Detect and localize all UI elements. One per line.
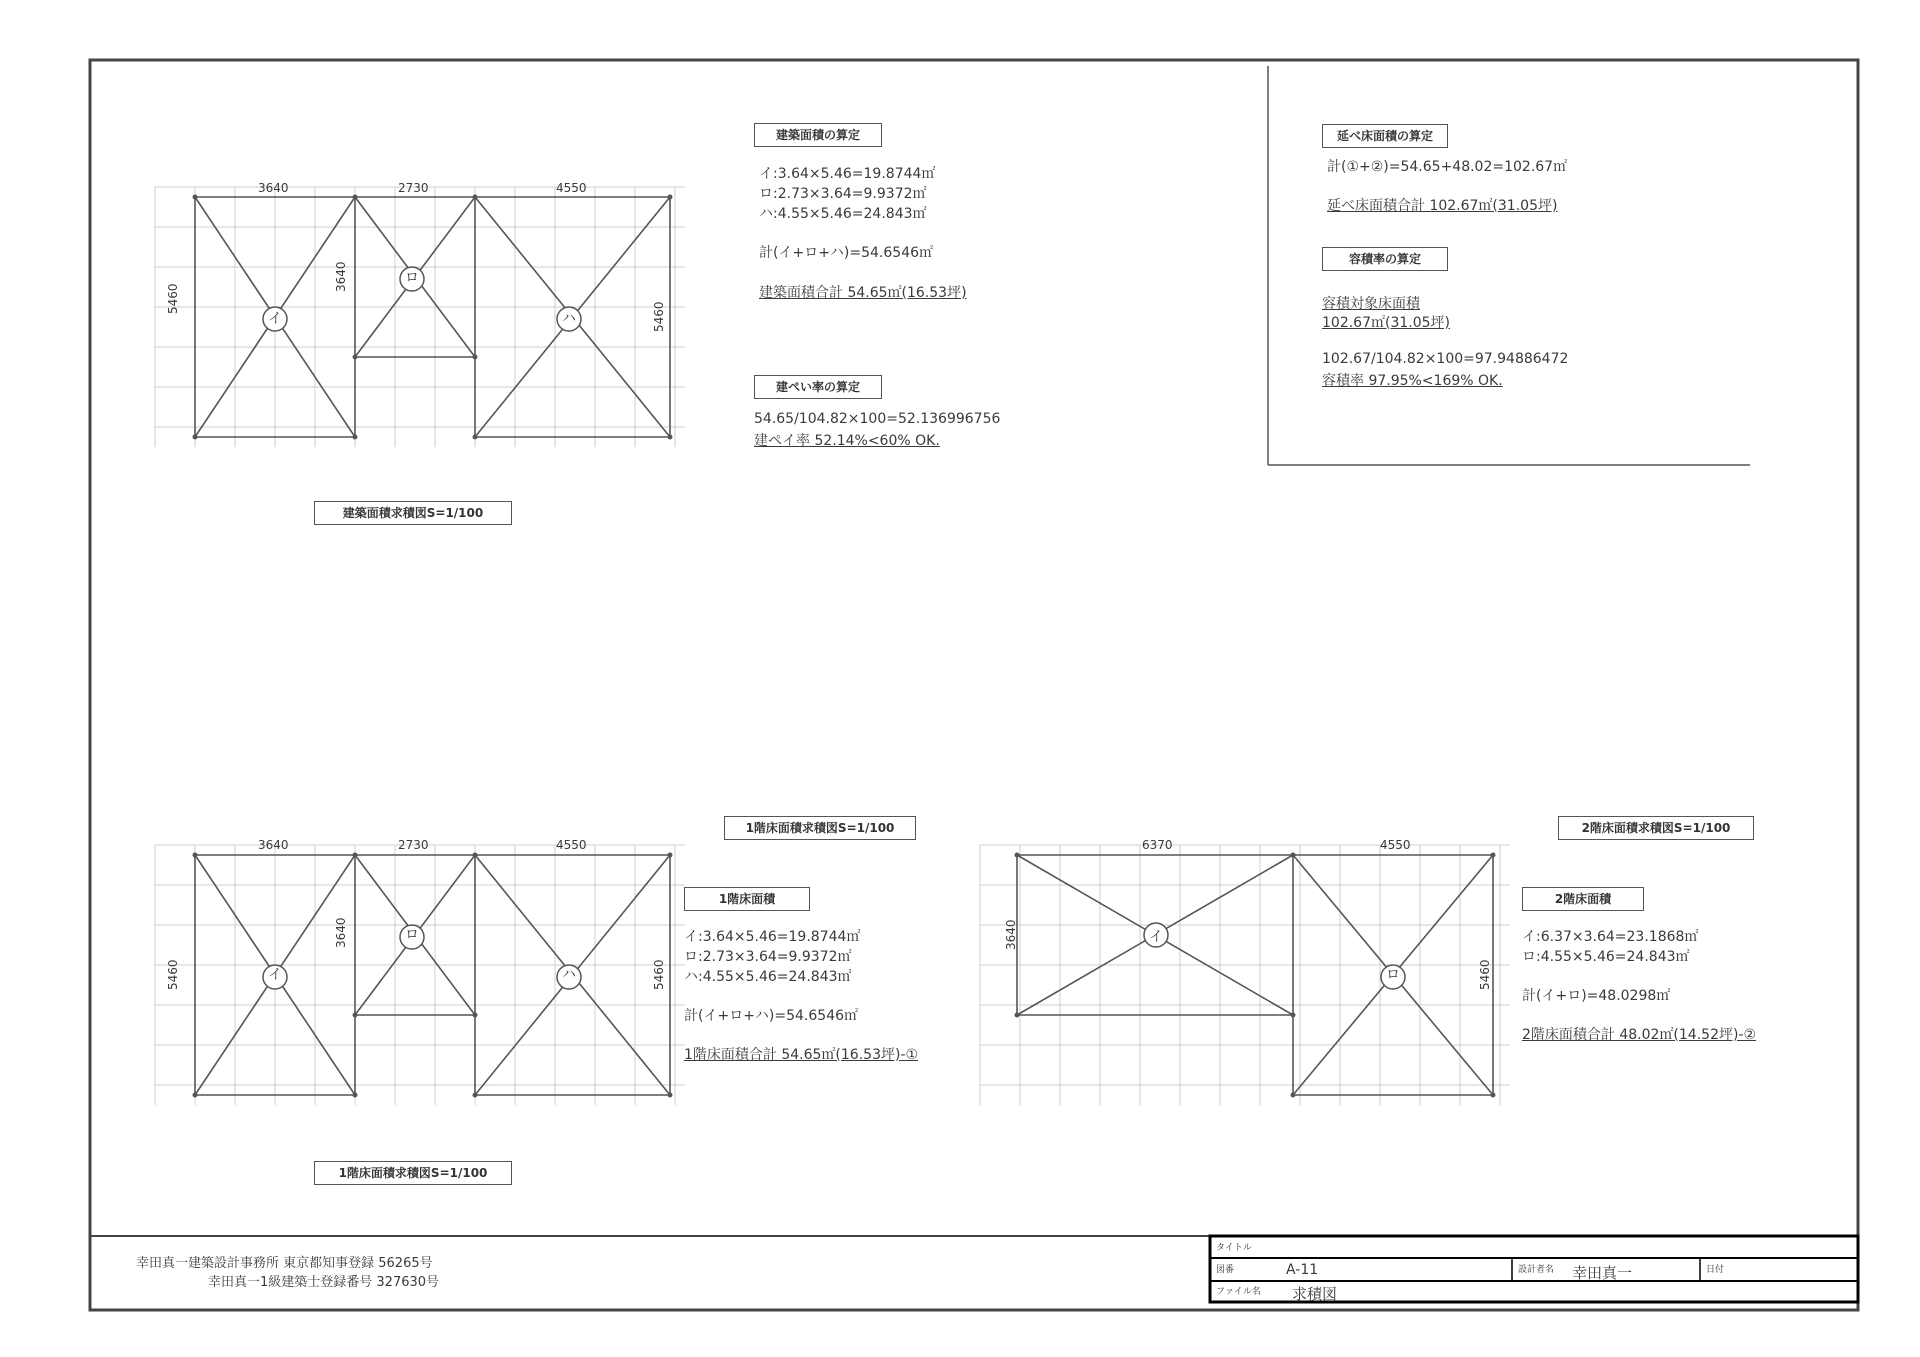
dim-top-3: 4550 bbox=[556, 181, 587, 195]
f1-dim-top-1: 3640 bbox=[258, 838, 289, 852]
far-label: 容積対象床面積 bbox=[1322, 296, 1420, 312]
building-area-total: 建築面積合計 54.65㎡(16.53坪) bbox=[759, 285, 967, 301]
vertex bbox=[1291, 1093, 1296, 1098]
floor2-line-1: イ:6.37×3.64=23.1868㎡ bbox=[1522, 929, 1699, 945]
vertex bbox=[668, 195, 673, 200]
f1-dim-mid: 3640 bbox=[334, 917, 348, 948]
vertex bbox=[1491, 1093, 1496, 1098]
vertex bbox=[473, 195, 478, 200]
far-calc: 102.67/104.82×100=97.94886472 bbox=[1322, 351, 1569, 367]
building-area-plan bbox=[155, 187, 685, 447]
vertex bbox=[1015, 853, 1020, 858]
f1-dim-top-3: 4550 bbox=[556, 838, 587, 852]
far-title: 容積率の算定 bbox=[1322, 247, 1448, 271]
building-area-sum: 計(イ+ロ+ハ)=54.6546㎡ bbox=[759, 245, 934, 261]
vertex bbox=[353, 1093, 358, 1098]
f1-marker-ha: ハ bbox=[562, 967, 576, 983]
vertex bbox=[353, 853, 358, 858]
vertex bbox=[668, 1093, 673, 1098]
vertex bbox=[353, 435, 358, 440]
building-area-caption: 建築面積求積図S=1/100 bbox=[314, 501, 512, 525]
floor2-line-2: ロ:4.55×5.46=24.843㎡ bbox=[1522, 949, 1690, 965]
coverage-title: 建ぺい率の算定 bbox=[754, 375, 882, 399]
marker-ro: ロ bbox=[405, 270, 419, 286]
floor1-title: 1階床面積 bbox=[684, 887, 810, 911]
total-floor-title: 延べ床面積の算定 bbox=[1322, 124, 1448, 148]
marker-i: イ bbox=[268, 311, 282, 327]
drawing-number: A-11 bbox=[1286, 1262, 1319, 1278]
floor1-caption-top: 1階床面積求積図S=1/100 bbox=[724, 816, 916, 840]
far-result: 容積率 97.95%<169% OK. bbox=[1322, 373, 1503, 389]
building-area-line-3: ハ:4.55×5.46=24.843㎡ bbox=[759, 206, 927, 222]
building-area-line-1: イ:3.64×5.46=19.8744㎡ bbox=[759, 166, 936, 182]
vertex bbox=[353, 1013, 358, 1018]
architect-registration: 幸田真一1級建築士登録番号 327630号 bbox=[208, 1275, 440, 1290]
vertex bbox=[473, 853, 478, 858]
f2-dim-top-2: 4550 bbox=[1380, 838, 1411, 852]
far-value: 102.67㎡(31.05坪) bbox=[1322, 315, 1450, 331]
coverage-calc: 54.65/104.82×100=52.136996756 bbox=[754, 411, 1001, 427]
f1-marker-ro: ロ bbox=[405, 927, 419, 943]
title-label: タイトル bbox=[1216, 1243, 1252, 1253]
file-name: 求積図 bbox=[1292, 1285, 1338, 1303]
floor1-line-2: ロ:2.73×3.64=9.9372㎡ bbox=[684, 949, 852, 965]
total-floor-calc: 計(①+②)=54.65+48.02=102.67㎡ bbox=[1327, 159, 1568, 175]
vertex bbox=[193, 853, 198, 858]
second-floor-plan bbox=[980, 845, 1510, 1105]
designer-name: 幸田真一 bbox=[1572, 1264, 1633, 1282]
vertex bbox=[353, 355, 358, 360]
vertex bbox=[668, 853, 673, 858]
f2-marker-ro: ロ bbox=[1386, 967, 1400, 983]
building-area-line-2: ロ:2.73×3.64=9.9372㎡ bbox=[759, 186, 927, 202]
vertex bbox=[473, 355, 478, 360]
floor1-total: 1階床面積合計 54.65㎡(16.53坪)-① bbox=[684, 1047, 919, 1063]
floor2-caption-top: 2階床面積求積図S=1/100 bbox=[1558, 816, 1754, 840]
f2-marker-i: イ bbox=[1149, 929, 1163, 945]
dim-top-2: 2730 bbox=[398, 181, 429, 195]
f2-dim-left: 3640 bbox=[1004, 919, 1018, 950]
floor1-line-3: ハ:4.55×5.46=24.843㎡ bbox=[684, 969, 852, 985]
vertex bbox=[473, 1013, 478, 1018]
total-floor-total: 延べ床面積合計 102.67㎡(31.05坪) bbox=[1327, 198, 1558, 214]
first-floor-plan bbox=[155, 845, 685, 1105]
designer-label: 設計者名 bbox=[1518, 1265, 1555, 1275]
date-label: 日付 bbox=[1706, 1265, 1725, 1275]
vertex bbox=[473, 1093, 478, 1098]
vertex bbox=[353, 195, 358, 200]
dim-mid: 3640 bbox=[334, 261, 348, 292]
file-label: ファイル名 bbox=[1216, 1287, 1261, 1297]
coverage-result: 建ペイ率 52.14%<60% OK. bbox=[754, 433, 940, 449]
floor2-title: 2階床面積 bbox=[1522, 887, 1644, 911]
f2-dim-top-1: 6370 bbox=[1142, 838, 1173, 852]
floor2-sum: 計(イ+ロ)=48.0298㎡ bbox=[1522, 988, 1671, 1004]
floor1-sum: 計(イ+ロ+ハ)=54.6546㎡ bbox=[684, 1008, 859, 1024]
building-area-title: 建築面積の算定 bbox=[754, 123, 882, 147]
office-name: 幸田真一建築設計事務所 東京都知事登録 56265号 bbox=[136, 1256, 433, 1271]
dim-left: 5460 bbox=[166, 283, 180, 314]
vertex bbox=[1291, 853, 1296, 858]
dim-top-1: 3640 bbox=[258, 181, 289, 195]
marker-ha: ハ bbox=[562, 311, 576, 327]
vertex bbox=[193, 195, 198, 200]
vertex bbox=[1491, 853, 1496, 858]
floor1-line-1: イ:3.64×5.46=19.8744㎡ bbox=[684, 929, 861, 945]
vertex bbox=[1015, 1013, 1020, 1018]
vertex bbox=[668, 435, 673, 440]
floor1-caption-bottom: 1階床面積求積図S=1/100 bbox=[314, 1161, 512, 1185]
vertex bbox=[193, 435, 198, 440]
vertex bbox=[1291, 1013, 1296, 1018]
f2-dim-right: 5460 bbox=[1478, 959, 1492, 990]
vertex bbox=[193, 1093, 198, 1098]
vertex bbox=[473, 435, 478, 440]
floor2-total: 2階床面積合計 48.02㎡(14.52坪)-② bbox=[1522, 1027, 1757, 1043]
f1-dim-left: 5460 bbox=[166, 959, 180, 990]
f1-dim-top-2: 2730 bbox=[398, 838, 429, 852]
f1-dim-right: 5460 bbox=[652, 959, 666, 990]
dim-right: 5460 bbox=[652, 301, 666, 332]
number-label: 図番 bbox=[1216, 1265, 1235, 1275]
f1-marker-i: イ bbox=[268, 967, 282, 983]
